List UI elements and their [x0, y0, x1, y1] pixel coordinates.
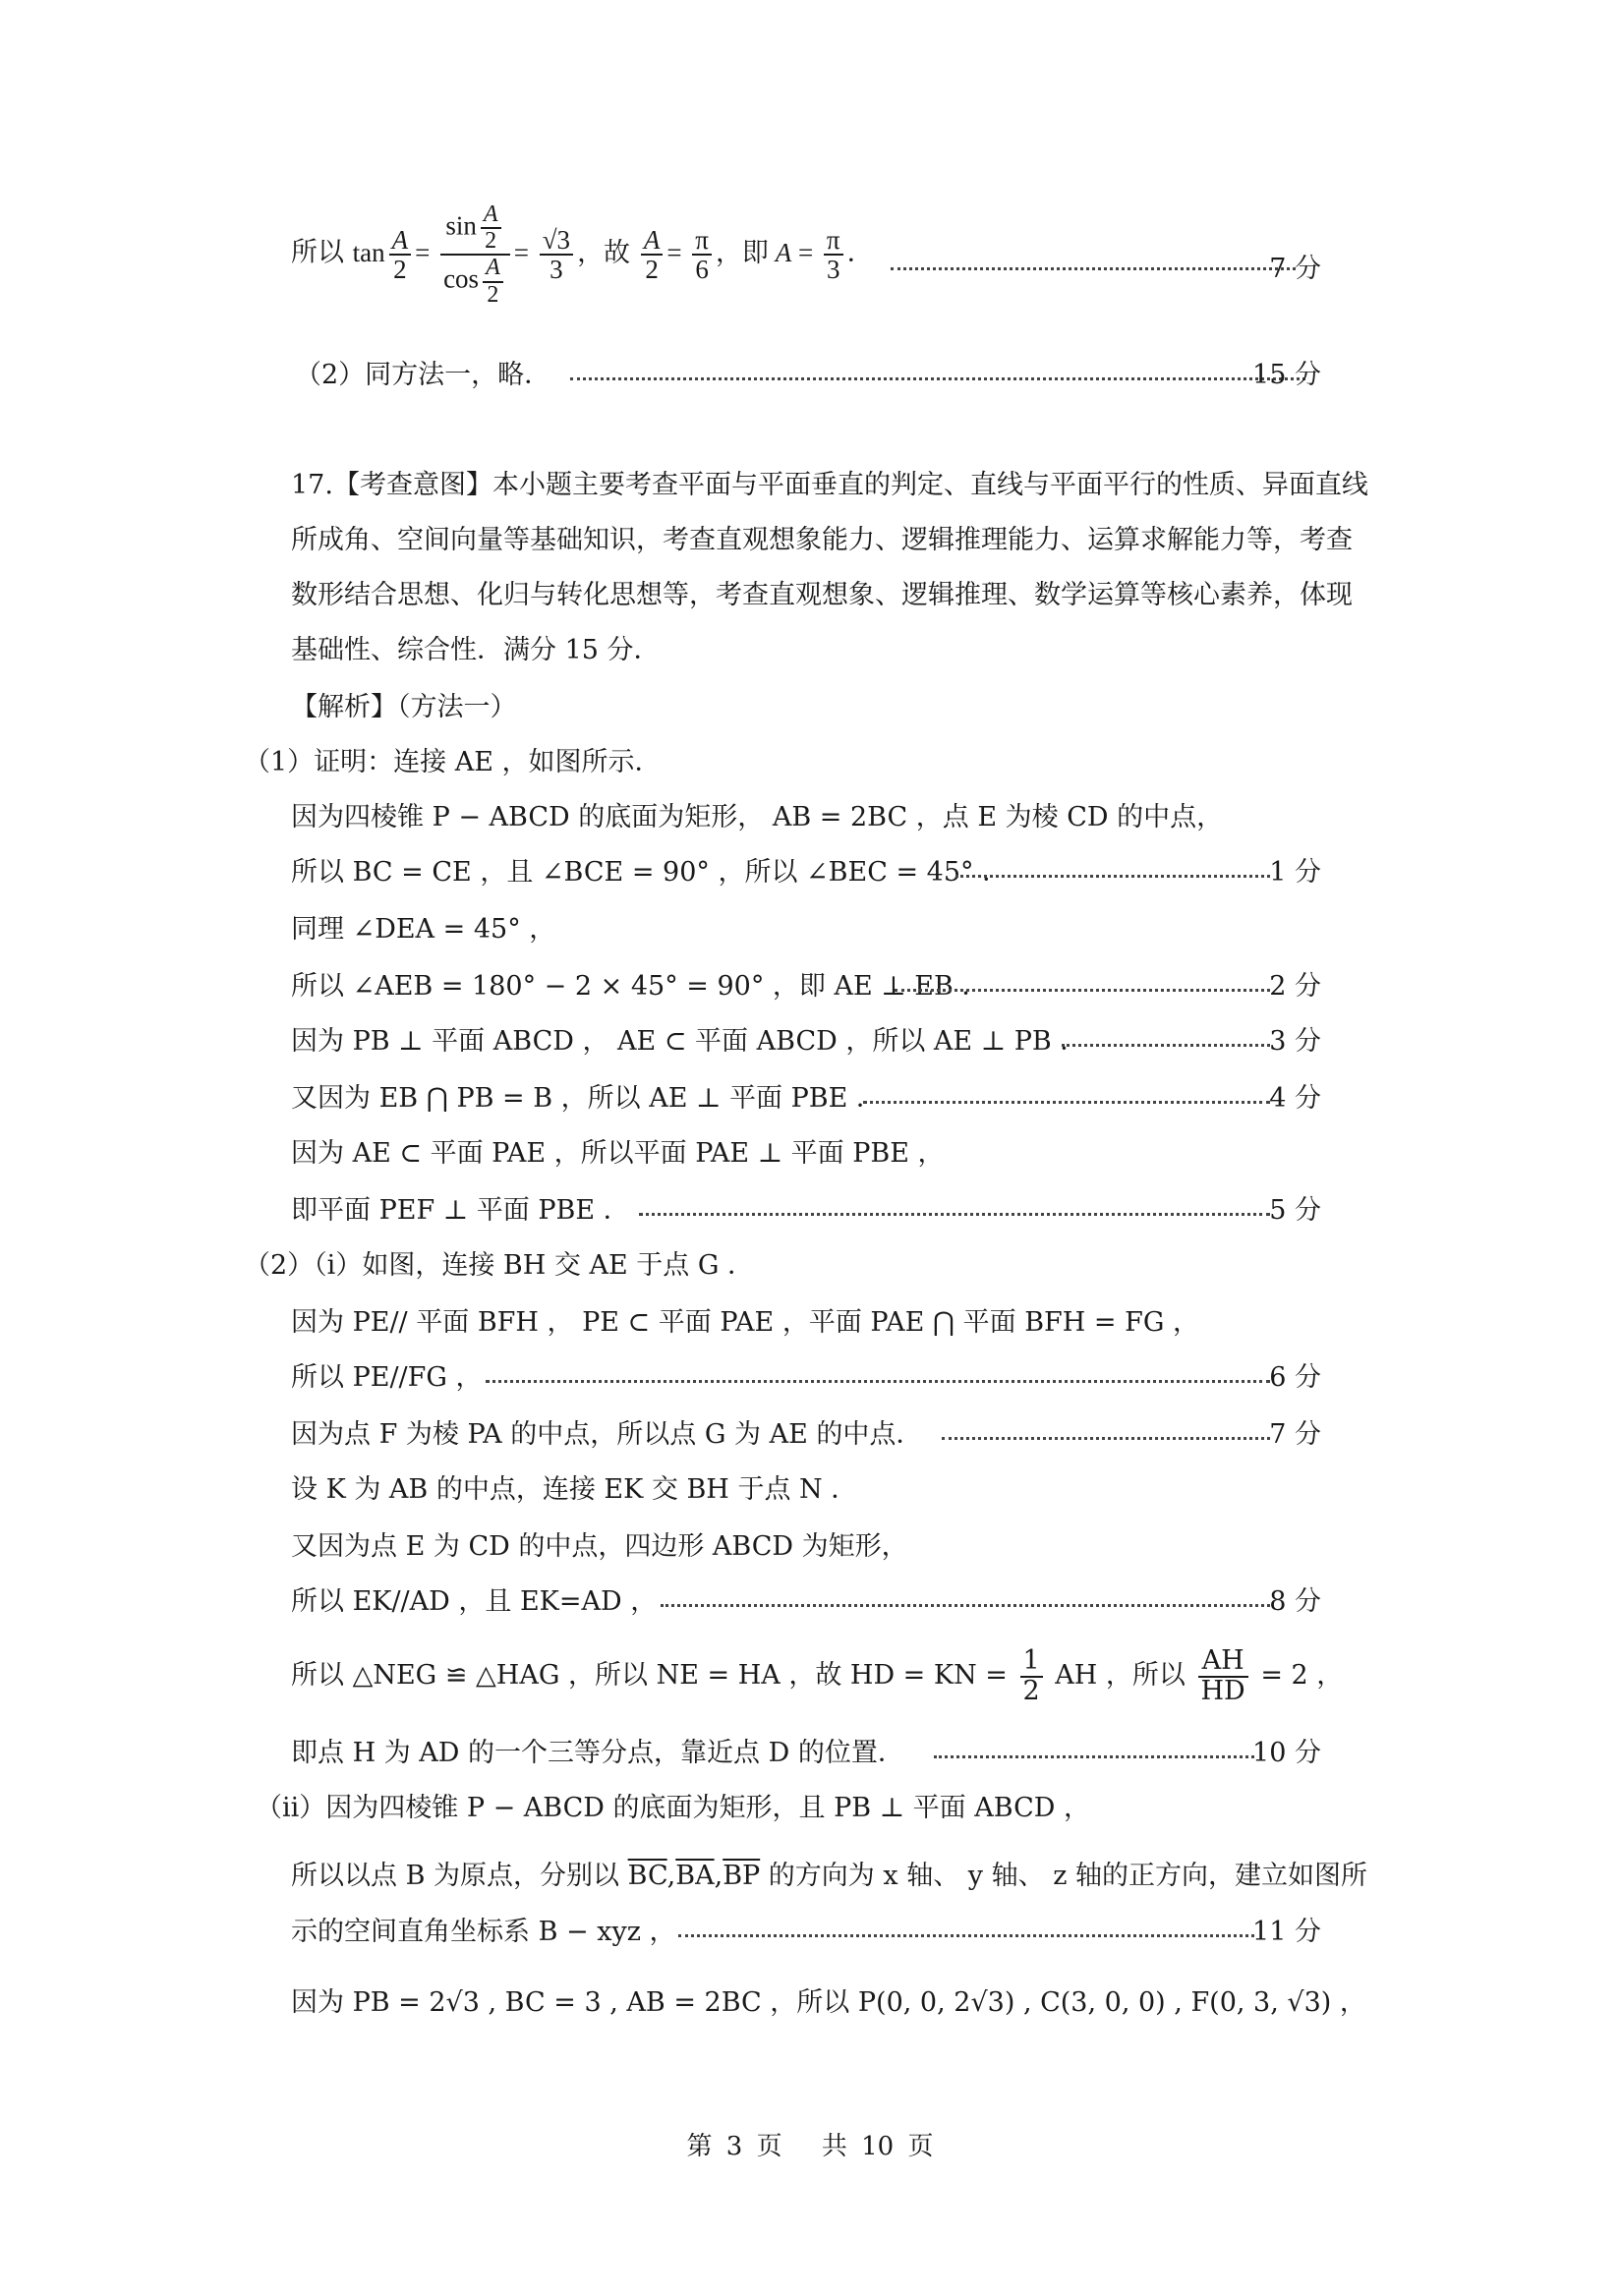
proof-line: 所以 PE//FG ，: [291, 1362, 483, 1393]
proof-line: 又因为点 E 为 CD 的中点，四边形 ABCD 为矩形，: [291, 1531, 908, 1562]
score-label: 5 分: [1269, 1195, 1321, 1226]
coordinate-system-line: 示的空间直角坐标系 B − xyz ，: [291, 1917, 676, 1947]
dot-leader: [891, 267, 1296, 270]
proof-line: 同理 ∠DEA = 45° ，: [291, 914, 556, 945]
fraction-half: $\frac{1}{2}$: [1020, 1647, 1043, 1705]
page-footer: 第 3 页 共 10 页: [686, 2132, 934, 2161]
proof-line: 又因为 EB ⋂ PB = B ，所以 AE ⊥ 平面 PBE ．: [291, 1083, 883, 1114]
proof-line: 因为 PB ⊥ 平面 ABCD ， AE ⊂ 平面 ABCD ，所以 AE ⊥ PB ．: [291, 1026, 1087, 1057]
dot-leader: [661, 1604, 1270, 1607]
score-label: 7 分: [1269, 1419, 1321, 1450]
part2-ii-header: （ⅱ）因为四棱锥 P − ABCD 的底面为矩形，且 PB ⊥ 平面 ABCD ，: [256, 1793, 1090, 1823]
coord-text: 的方向为 x 轴、 y 轴、 z 轴的正方向，建立如图所: [768, 1861, 1367, 1891]
formula-tan: tan $\frac{A}{2}$ = sin $\frac{A}{2}$ cos $\frac{A}{2}$ = $\frac{√3}{3}$ ，故 $\frac{A}{2}$ = $\frac{\pi}{6}$ ，即 A = $\frac{\pi}{3}$ ．: [352, 201, 874, 308]
part1-header: （1）证明：连接 AE ，如图所示．: [244, 747, 662, 777]
dot-leader: [1062, 1044, 1270, 1047]
dot-leader: [639, 1213, 1270, 1216]
score-label: 11 分: [1252, 1917, 1321, 1947]
intent-line: 所成角、空间向量等基础知识，考查直观想象能力、逻辑推理能力、运算求解能力等，考查: [291, 525, 1353, 555]
tan-half-angle-line: [291, 202, 874, 308]
coord-text: 所以以点 B 为原点，分别以: [291, 1861, 620, 1891]
dot-leader: [895, 989, 1270, 992]
dot-leader: [570, 377, 1305, 380]
dot-leader: [678, 1934, 1254, 1937]
dot-leader: [486, 1380, 1270, 1383]
score-label: 7 分: [1269, 254, 1321, 284]
score-label: 6 分: [1269, 1362, 1321, 1393]
intent-line: 基础性、综合性．满分 15 分．: [291, 635, 661, 665]
proof-line: 即平面 PEF ⊥ 平面 PBE ．: [291, 1195, 630, 1226]
score-label: 10 分: [1252, 1738, 1321, 1768]
score-label: 3 分: [1269, 1026, 1321, 1057]
coordinate-line: 所以以点 B 为原点，分别以 $\overline{BC},\overline{BA},\overline{BP}$ 的方向为 x 轴、 y 轴、 z 轴的正方向，建立如图所: [291, 1861, 1367, 1891]
proof-line: 所以 BC = CE ，且 ∠BCE = 90° ，所以 ∠BEC = 45° ．: [291, 857, 1010, 888]
proof-line: 因为点 F 为棱 PA 的中点，所以点 G 为 AE 的中点．: [291, 1419, 923, 1450]
dot-leader: [955, 875, 1270, 878]
score-label: 8 分: [1269, 1586, 1321, 1617]
part2-same-method-line: （2）同方法一，略．: [295, 360, 551, 390]
score-label: 4 分: [1269, 1083, 1321, 1114]
proof-line: 因为四棱锥 P − ABCD 的底面为矩形， AB = 2BC ，点 E 为棱 CD 的中点，: [291, 802, 1224, 832]
score-label: 15 分: [1252, 360, 1321, 390]
proof-line: 因为 PE// 平面 BFH ， PE ⊂ 平面 PAE ，平面 PAE ⋂ 平面 BFH = FG ，: [291, 1307, 1199, 1338]
part2-header: （2）（ⅰ）如图，连接 BH 交 AE 于点 G ．: [244, 1250, 754, 1281]
vector-ba: $\overline{BA}$: [675, 1861, 715, 1891]
dot-leader: [863, 1101, 1270, 1104]
fraction-ah-hd: $\frac{AH}{HD}$: [1198, 1647, 1248, 1705]
congruence-text: AH ，所以: [1055, 1660, 1186, 1691]
vector-bc: $\overline{BC}$: [627, 1861, 667, 1891]
coordinates-line: 因为 PB = 2√3 , BC = 3 , AB = 2BC ，所以 P(0, 0, 2√3) , C(3, 0, 0) , F(0, 3, √3) ，: [291, 1987, 1366, 2018]
dot-leader: [942, 1437, 1270, 1440]
analysis-header: 【解析】（方法一）: [291, 692, 517, 722]
intent-line: 17.【考查意图】本小题主要考查平面与平面垂直的判定、直线与平面平行的性质、异面直线: [291, 470, 1368, 500]
proof-line: 所以 ∠AEB = 180° − 2 × 45° = 90° ，即 AE ⊥ EB ．: [291, 971, 989, 1002]
proof-line: 即点 H 为 AD 的一个三等分点，靠近点 D 的位置．: [291, 1738, 904, 1768]
proof-line: 所以 EK//AD ，且 EK=AD ，: [291, 1586, 658, 1617]
congruence-text: 所以 △NEG ≌ △HAG ，所以 NE = HA ，故 HD = KN =: [291, 1660, 1008, 1691]
congruence-text: = 2 ，: [1260, 1660, 1344, 1691]
vector-bp: $\overline{BP}$: [723, 1861, 761, 1891]
proof-line: 因为 AE ⊂ 平面 PAE ，所以平面 PAE ⊥ 平面 PBE ，: [291, 1138, 945, 1169]
congruence-line: [291, 1643, 1343, 1708]
proof-line: 设 K 为 AB 的中点，连接 EK 交 BH 于点 N ．: [291, 1474, 858, 1505]
text-prefix: 所以: [291, 237, 344, 268]
dot-leader: [934, 1755, 1254, 1758]
intent-line: 数形结合思想、化归与转化思想等，考查直观想象、逻辑推理、数学运算等核心素养，体现: [291, 580, 1353, 610]
score-label: 2 分: [1269, 971, 1321, 1002]
score-label: 1 分: [1269, 857, 1321, 888]
